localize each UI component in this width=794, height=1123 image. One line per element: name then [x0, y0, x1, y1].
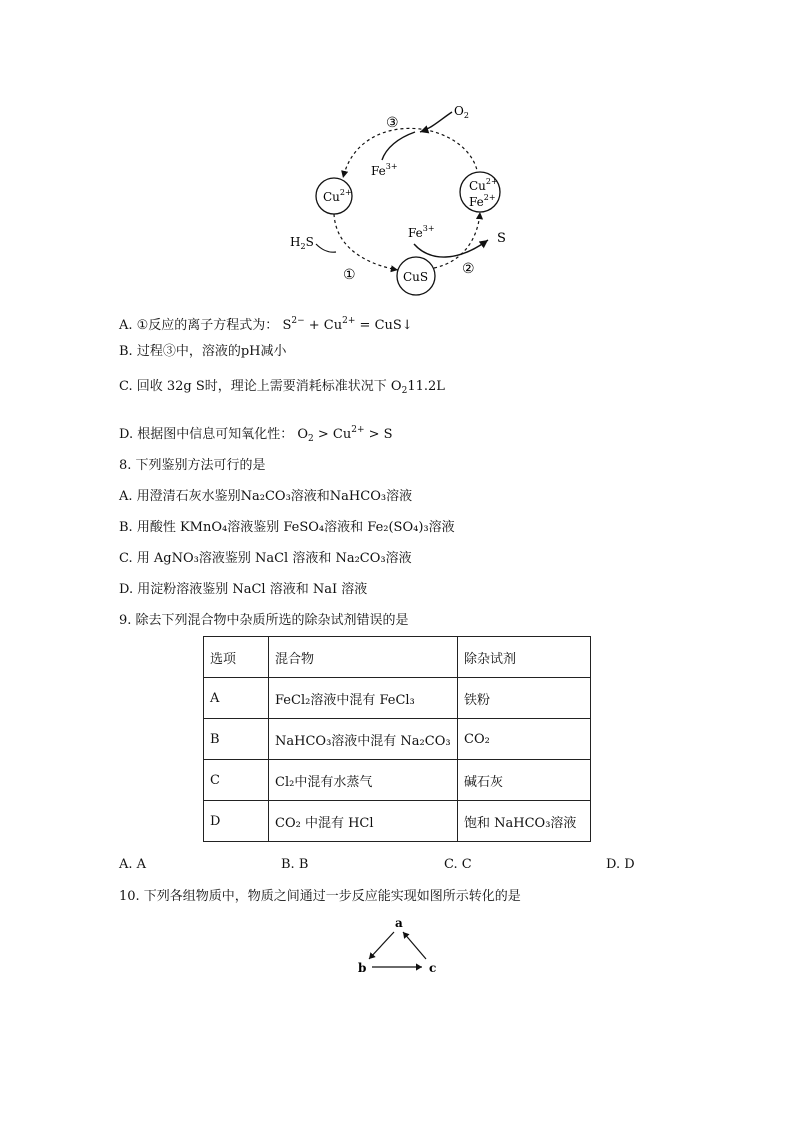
table-header-row: [204, 637, 591, 678]
table-cell: 铁粉: [458, 678, 591, 719]
table-row: [204, 678, 591, 719]
table-cell: C: [204, 760, 269, 801]
q8-option-b: B. 用酸性 KMnO₄溶液鉴别 FeSO₄溶液和 Fe₂(SO₄)₃溶液: [119, 520, 455, 535]
q8-stem: 8. 下列鉴别方法可行的是: [119, 458, 266, 473]
q9-option-a: A. A: [119, 857, 147, 872]
step2-label: ②: [462, 261, 475, 277]
table-cell: A: [204, 678, 269, 719]
q8-option-a: A. 用澄清石灰水鉴别Na₂CO₃溶液和NaHCO₃溶液: [119, 489, 413, 504]
table-cell: CO₂ 中混有 HCl: [269, 801, 458, 842]
fe3-right-label: $Fe^{3+}$: [408, 224, 435, 240]
q9-option-b: B. B: [281, 857, 309, 872]
q9-option-c: C. C: [444, 857, 472, 872]
q9-stem: 9. 除去下列混合物中杂质所选的除杂试剂错误的是: [119, 613, 409, 628]
q8-option-d: D. 用淀粉溶液鉴别 NaCl 溶液和 NaI 溶液: [119, 582, 368, 597]
table-cell: CO₂: [458, 719, 591, 760]
table-cell: FeCl₂溶液中混有 FeCl₃: [269, 678, 458, 719]
q7-option-a: A. ①反应的离子方程式为： $S^{2-} + Cu^{2+}$ = CuS↓: [119, 316, 413, 333]
table-header-cell: 除杂试剂: [458, 637, 591, 678]
q9-table: [203, 636, 591, 842]
table-cell: Cl₂中混有水蒸气: [269, 760, 458, 801]
table-row: [204, 801, 591, 842]
table-cell: 饱和 NaHCO₃溶液: [458, 801, 591, 842]
q9-option-d: D. D: [606, 857, 635, 872]
h2s-arrow: [316, 244, 336, 252]
table-header-cell: 混合物: [269, 637, 458, 678]
q7-option-d: D. 根据图中信息可知氧化性： $O_2 > Cu^{2+} > S$: [119, 425, 393, 444]
table-cell: 碱石灰: [458, 760, 591, 801]
cufe-node-fe-label: $Fe^{2+}$: [469, 193, 496, 209]
cu2-node-label: $Cu^{2+}$: [323, 188, 352, 204]
table-cell: D: [204, 801, 269, 842]
node-b-label: b: [358, 961, 367, 975]
triangle-conversion-diagram: [350, 912, 445, 978]
q10-stem: 10. 下列各组物质中，物质之间通过一步反应能实现如图所示转化的是: [119, 889, 521, 904]
cus-node-label: CuS: [403, 270, 429, 284]
s-product-label: S: [497, 231, 506, 246]
node-c-label: c: [429, 961, 437, 975]
q8-option-c: C. 用 AgNO₃溶液鉴别 NaCl 溶液和 Na₂CO₃溶液: [119, 551, 412, 566]
table-row: [204, 719, 591, 760]
arrow-c-to-a: [403, 932, 426, 959]
table-cell: NaHCO₃溶液中混有 Na₂CO₃: [269, 719, 458, 760]
table-row: [204, 760, 591, 801]
arc-left-dashed: [334, 214, 398, 270]
fe3-right-arrow: [414, 240, 488, 257]
fe3-top-arrow: [382, 132, 415, 160]
h2s-label: $H_2S$: [290, 235, 314, 251]
table-cell: B: [204, 719, 269, 760]
reaction-cycle-diagram: [280, 95, 530, 305]
table-header-cell: 选项: [204, 637, 269, 678]
cufe-node-cu-label: $Cu^{2+}$: [469, 177, 498, 193]
arc-top-dashed: [343, 128, 478, 178]
step3-label: ③: [386, 115, 399, 131]
q7-option-c: C. 回收 32g S时，理论上需要消耗标准状况下 $O_211.2L$: [119, 379, 445, 396]
fe3-top-label: $Fe^{3+}$: [371, 162, 398, 178]
q7-option-b: B. 过程③中，溶液的pH减小: [119, 344, 287, 359]
arrow-a-to-b: [369, 932, 394, 959]
node-a-label: a: [395, 916, 403, 930]
o2-label: $O_2$: [454, 104, 469, 120]
step1-label: ①: [343, 267, 356, 283]
arc-right-dashed: [434, 212, 480, 268]
o2-arrow: [420, 112, 452, 132]
